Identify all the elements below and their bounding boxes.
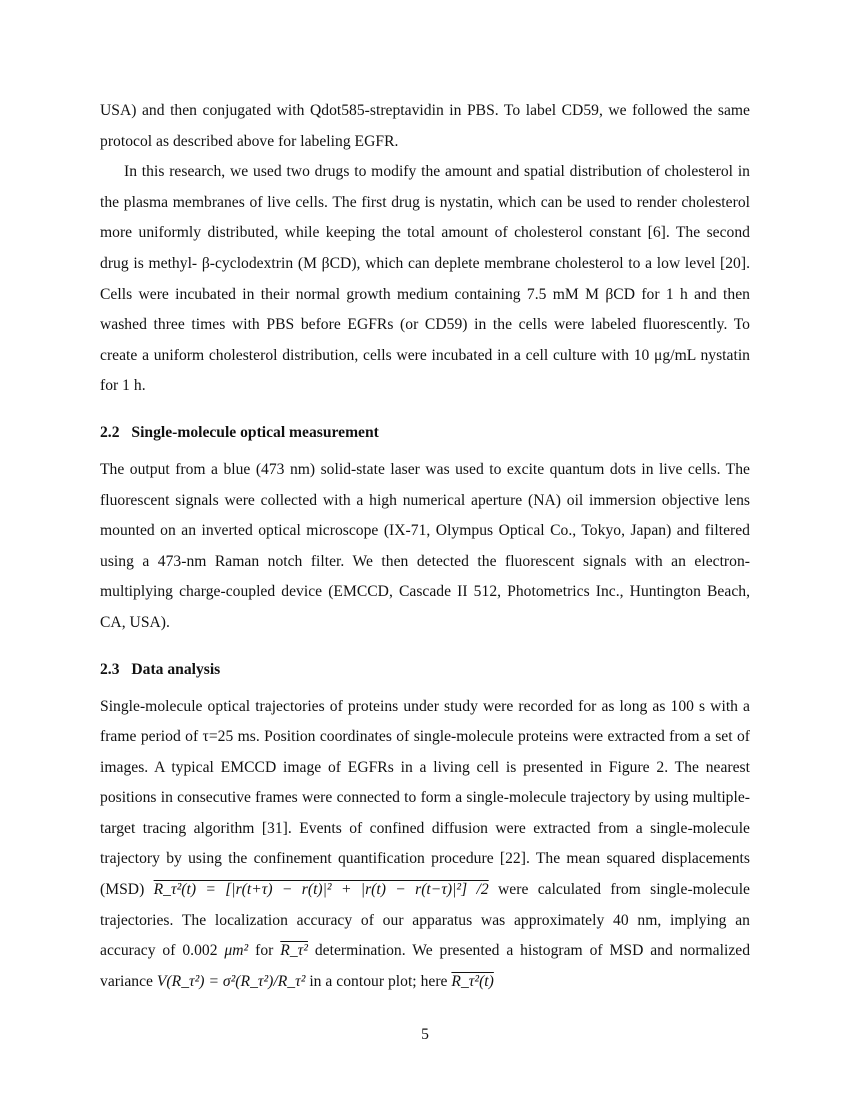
paragraph-measurement: The output from a blue (473 nm) solid-state laser was used to excite quantum dots in live cells. The fluorescent signals were collected with a high numerical aperture (NA) oil immersion objective lens mounted on an inverted optical microscope (IX-71, Olympus Optical Co., Tokyo, Japan) and filtered using a 473-nm Raman notch filter. We then detected the fluorescent signals with an electron-multiplying charge-coupled device (EMCCD, Cascade II 512, Photometrics Inc., Huntington Beach, CA, USA). xyxy=(100,460,750,631)
section-heading-measurement xyxy=(100,421,750,445)
section-title: Single-molecule optical measurement xyxy=(131,423,379,441)
paragraph-protocol: USA) and then conjugated with Qdot585-streptavidin in PBS. To label CD59, we followed the same protocol as described above for labeling EGFR. xyxy=(100,102,750,150)
paragraph-analysis xyxy=(100,692,750,998)
analysis-text-1: Single-molecule optical trajectories of proteins under study were recorded for as long as 100 s with a frame period of τ=25 ms. Position coordinates of single-molecule proteins were extracted from a set of images. A typical EMCCD image of EGFRs in a living cell is presented in Figure 2. The nearest positions in consecutive frames were connected to form a single-molecule trajectory by using multiple-target tracing algorithm [31]. Events of confined diffusion were extracted from a single-molecule trajectory by using the confinement quantification procedure [22]. The mean squared displacements (MSD) xyxy=(100,697,750,899)
analysis-text-4: determination. We presented a histogram of MSD and normalized variance xyxy=(100,942,751,990)
section-title: Data analysis xyxy=(131,660,221,678)
section-heading-analysis xyxy=(100,658,750,682)
analysis-text-5: in a contour plot; here xyxy=(309,972,448,990)
equation-r-tau-squared: R_τ² xyxy=(280,942,308,960)
page-body xyxy=(100,96,750,997)
paragraph-drugs: In this research, we used two drugs to modify the amount and spatial distribution of cholesterol in the plasma membranes of live cells. The first drug is nystatin, which can be used to render cholesterol more uniformly distributed, while keeping the total amount of cholesterol constant [6]. The second drug is methyl- β-cyclodextrin (M βCD), which can deplete membrane cholesterol to a low level [20]. Cells were incubated in their normal growth medium containing 7.5 mM M βCD for 1 h and then washed three times with PBS before EGFRs (or CD59) in the cells were labeled fluorescently. To create a uniform cholesterol distribution, cells were incubated in a cell culture with 10 μg/mL nystatin for 1 h. xyxy=(100,163,750,395)
equation-unit: μm² xyxy=(224,942,249,960)
section-number: 2.3 xyxy=(100,660,120,678)
section-number: 2.2 xyxy=(100,423,120,441)
equation-msd-definition: R_τ²(t) = [|r(t+τ) − r(t)|² + |r(t) − r(t−τ)|²] /2 xyxy=(153,881,489,899)
analysis-text-3: for xyxy=(255,942,274,960)
page-number: 5 xyxy=(421,1026,429,1043)
analysis-text-2: were calculated from single-molecule trajectories. The localization accuracy of our apparatus was approximately 40 nm, implying an accuracy of 0.002 xyxy=(100,881,750,960)
equation-r-tau-t: R_τ²(t) xyxy=(451,972,494,990)
equation-variance: V(R_τ²) = σ²(R_τ²)/R_τ² xyxy=(156,972,306,990)
